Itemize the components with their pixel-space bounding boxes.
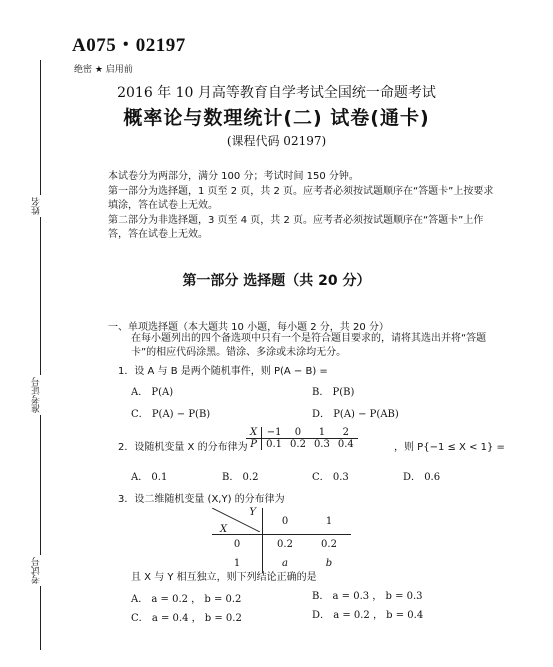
q3-option-d: D． a = 0.2 ， b = 0.4 xyxy=(312,610,424,621)
q1-option-d: D． P(A) − P(AB) xyxy=(312,409,399,420)
dist-cell: 0.1 xyxy=(266,439,283,450)
col-header: 1 xyxy=(307,508,351,535)
dist-cell: 0.4 xyxy=(337,439,354,450)
row-header: 0 xyxy=(212,535,263,555)
part1-instruction: 在每小题列出的四个备选项中只有一个是符合题目要求的，请将其选出并将“答题卡”的相应代码涂黑。错涂、多涂或未涂均无分。 xyxy=(131,333,487,358)
joint-distribution-table xyxy=(212,508,351,573)
row-header: 1 xyxy=(212,554,263,573)
q3-option-c: C． a = 0.4 ， b = 0.2 xyxy=(131,613,242,624)
question-3-stem: 3．设二维随机变量 (X,Y) 的分布律为 xyxy=(118,494,285,505)
exam-title: 2016 年 10 月高等教育自学考试全国统一命题考试 xyxy=(117,85,436,101)
q1-option-a: A． P(A) xyxy=(131,387,174,398)
paper-code: A075・02197 xyxy=(72,35,186,56)
dist-header-p: P xyxy=(246,439,262,451)
dist-cell: 0.3 xyxy=(313,439,330,450)
exam-notes xyxy=(108,170,503,243)
joint-cell: b xyxy=(325,558,333,569)
id-number-label: 准考证号 xyxy=(32,377,42,413)
corner-y-label: Y xyxy=(249,507,256,518)
paper-title: 概率论与数理统计(二) 试卷(通卡) xyxy=(123,107,430,129)
note-line: 本试卷分为两部分，满分 100 分；考试时间 150 分钟。 xyxy=(108,171,359,182)
part1-heading: 一、单项选择题（本大题共 10 小题，每小题 2 分，共 20 分） xyxy=(108,322,389,333)
dist-cell: 1 xyxy=(310,427,334,439)
q1-option-c: C． P(A) − P(B) xyxy=(131,409,211,420)
seat-label: 考试号 xyxy=(32,557,42,584)
dist-cell: −1 xyxy=(262,427,286,439)
secret-mark: 绝密 ★ 启用前 xyxy=(74,65,133,75)
q1-option-b: B． P(B) xyxy=(312,387,355,398)
dist-cell: 2 xyxy=(334,427,358,439)
note-line: 第一部分为选择题，1 页至 2 页，共 2 页。应考者必须按试题顺序在“答题卡”上按要求填涂，答在试卷上无效。 xyxy=(108,185,494,211)
q2-option-a: A． 0.1 xyxy=(131,472,168,483)
q2-option-d: D． 0.6 xyxy=(403,472,441,483)
corner-cell xyxy=(212,508,263,535)
joint-cell: 0.2 xyxy=(277,539,293,550)
dist-header-x: X xyxy=(246,427,262,439)
note-line: 第二部分为非选择题，3 页至 4 页，共 2 页。应考者必须按试题顺序在“答题卡”上作答，答在试卷上无效。 xyxy=(108,214,484,240)
q3-option-b: B． a = 0.3 ， b = 0.3 xyxy=(312,591,423,602)
dist-cell: 0.2 xyxy=(290,439,306,450)
q2-option-c: C． 0.3 xyxy=(312,472,349,483)
question-3-condition: 且 X 与 Y 相互独立，则下列结论正确的是 xyxy=(131,572,317,583)
question-1-stem: 1．设 A 与 B 是两个随机事件，则 P(A − B) = xyxy=(118,366,328,377)
question-2-stem: 2．设随机变量 X 的分布律为 xyxy=(118,442,248,453)
course-code: (课程代码 02197) xyxy=(226,134,327,148)
joint-cell: 0.2 xyxy=(321,539,337,550)
dist-cell: 0 xyxy=(286,427,310,439)
col-header: 0 xyxy=(263,508,308,535)
q2-option-b: B． 0.2 xyxy=(222,472,259,483)
question-2-tail: ，则 P{−1 ≤ X < 1} = xyxy=(394,442,505,453)
corner-x-label: X xyxy=(220,524,228,535)
name-label: 姓名 xyxy=(32,197,42,215)
joint-cell: a xyxy=(282,558,288,569)
distribution-table xyxy=(246,427,358,450)
q3-option-a: A． a = 0.2 ， b = 0.2 xyxy=(131,594,242,605)
section-title: 第一部分 选择题（共 20 分） xyxy=(182,273,371,289)
